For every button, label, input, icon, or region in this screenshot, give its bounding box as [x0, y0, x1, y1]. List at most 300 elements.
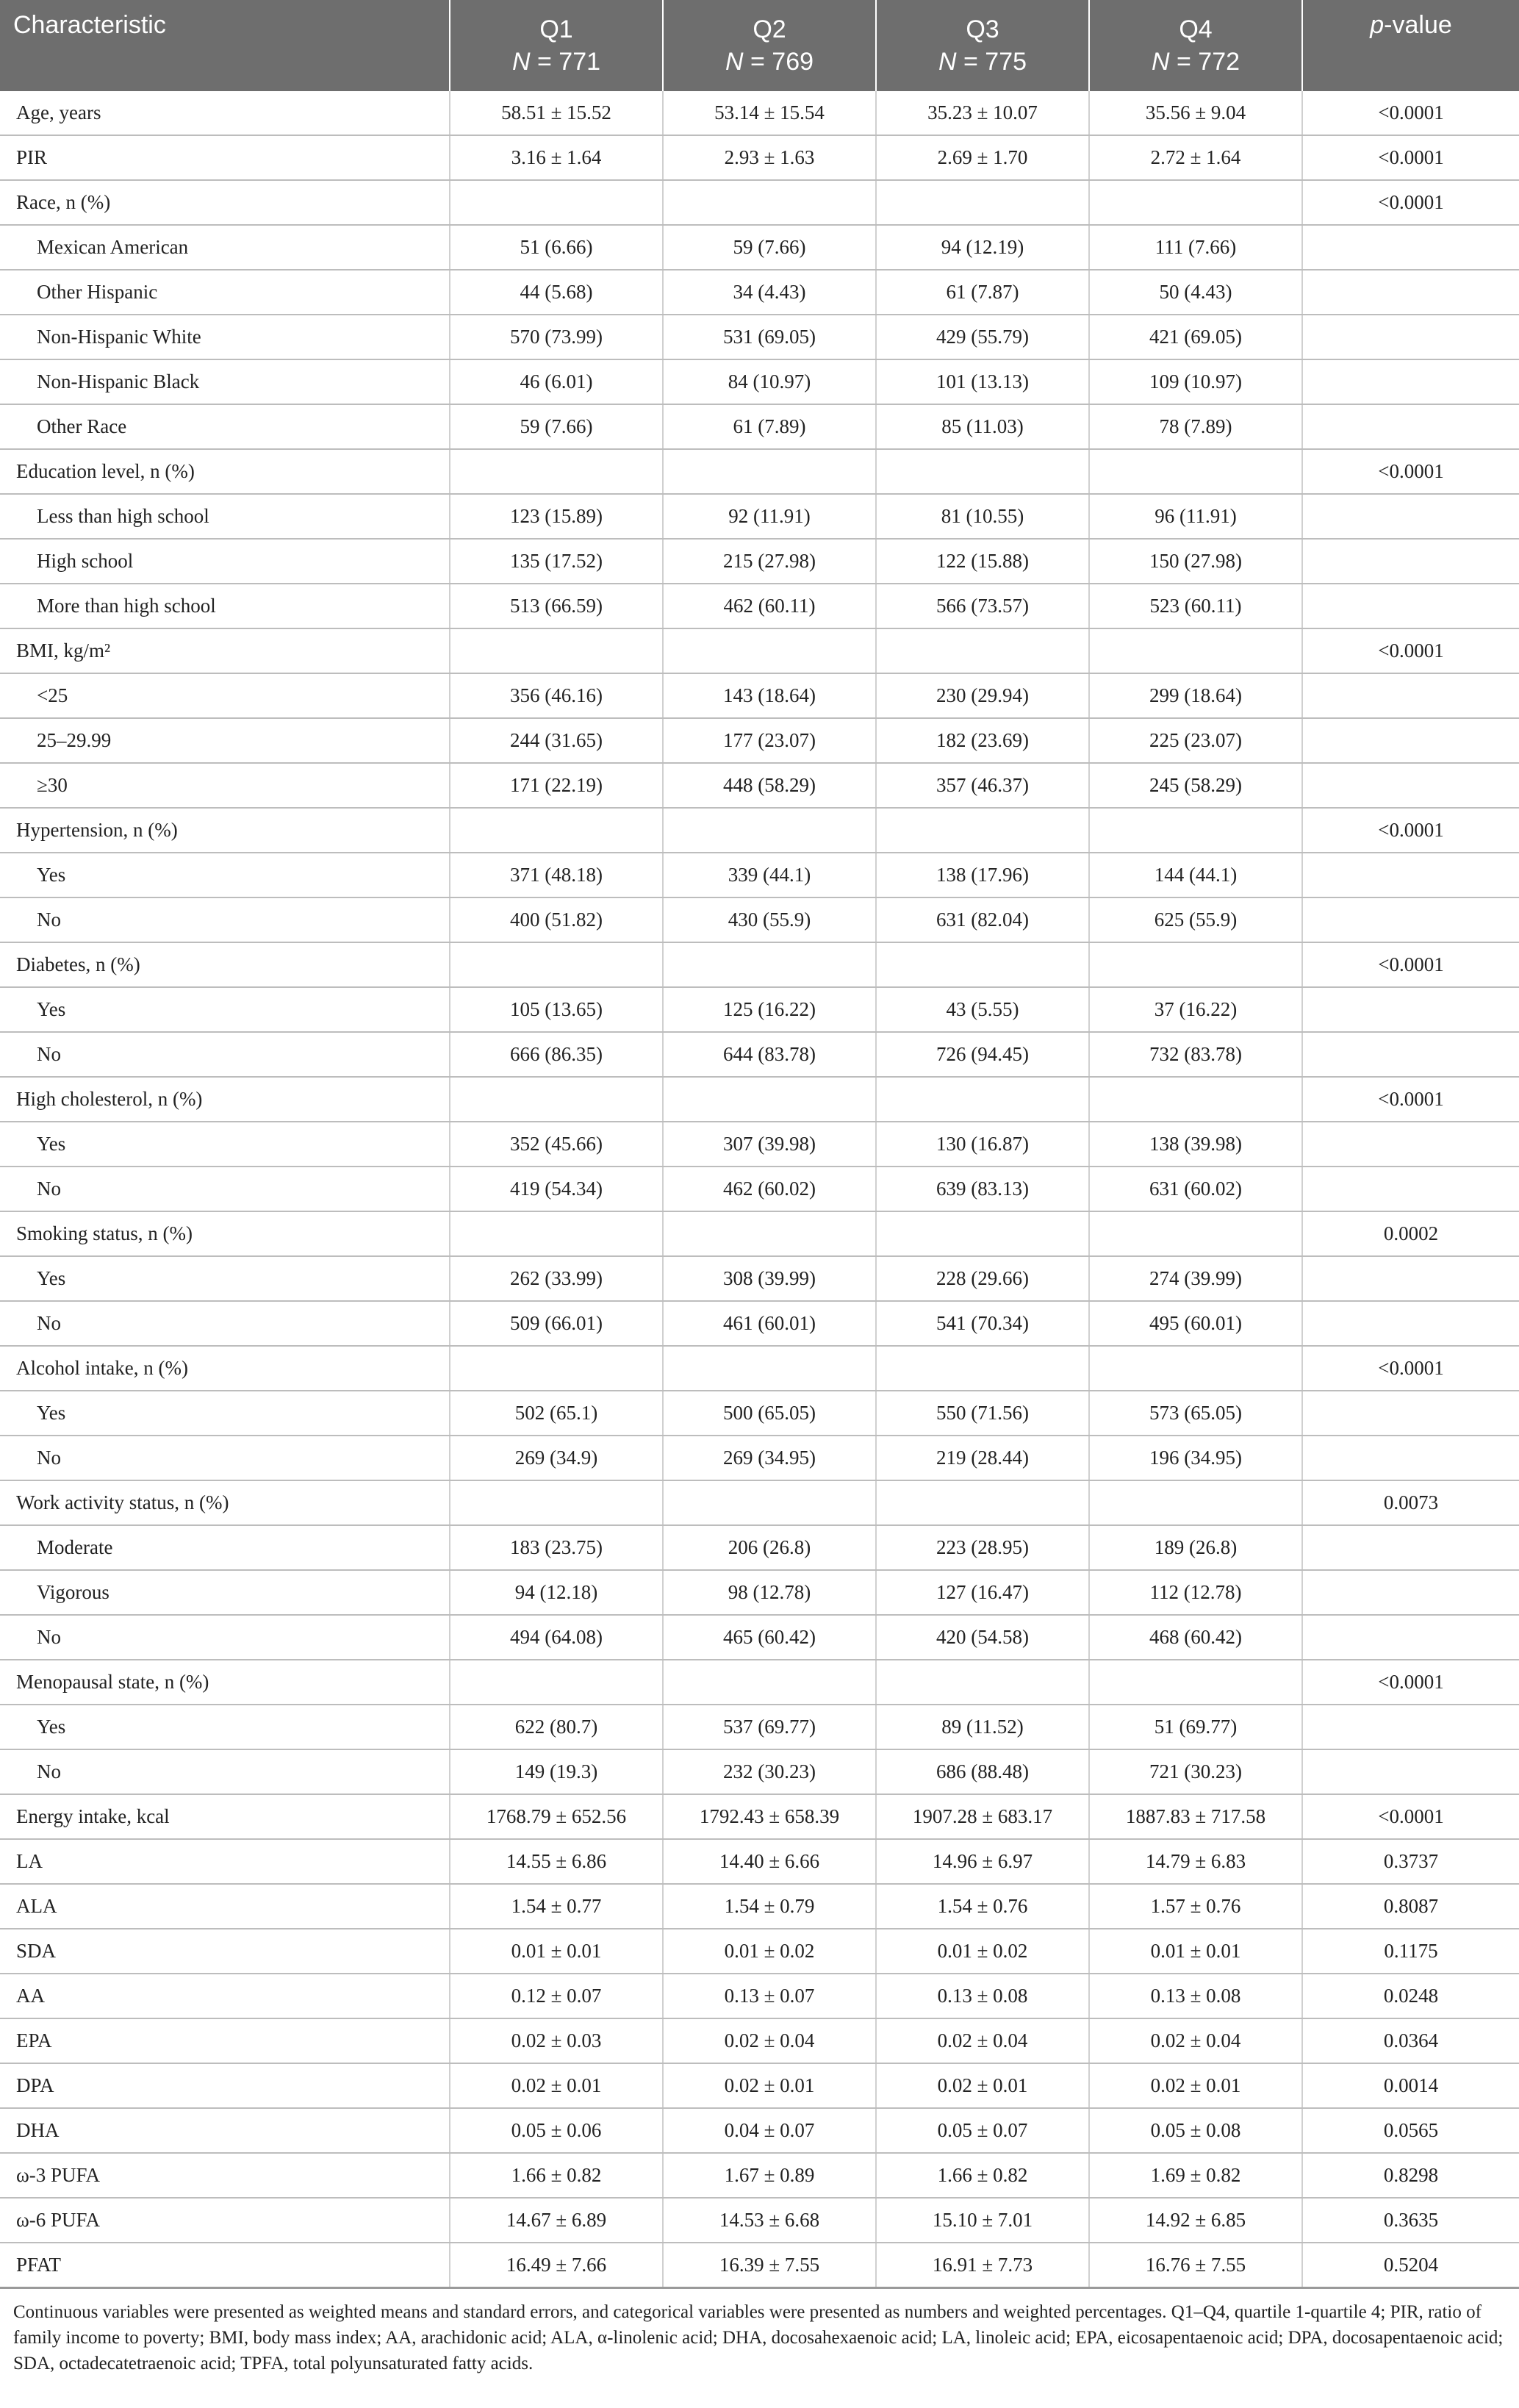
cell-p-value: <0.0001	[1302, 1794, 1519, 1839]
cell-p-value	[1302, 359, 1519, 404]
cell-p-value: <0.0001	[1302, 942, 1519, 987]
table-row	[0, 1705, 1519, 1749]
cell-p-value	[1302, 1749, 1519, 1794]
row-label: LA	[0, 1839, 450, 1884]
cell-q1: 183 (23.75)	[450, 1525, 663, 1570]
table-row	[0, 763, 1519, 808]
table-row	[0, 270, 1519, 315]
table-row	[0, 180, 1519, 225]
row-label: Hypertension, n (%)	[0, 808, 450, 853]
cell-q4: 495 (60.01)	[1089, 1301, 1302, 1346]
table-row	[0, 1301, 1519, 1346]
cell-q3: 0.01 ± 0.02	[876, 1929, 1089, 1974]
cell-q4: 299 (18.64)	[1089, 673, 1302, 718]
row-label: AA	[0, 1974, 450, 2018]
cell-q2: 448 (58.29)	[663, 763, 876, 808]
cell-q4	[1089, 180, 1302, 225]
cell-p-value	[1302, 1122, 1519, 1167]
cell-q2: 59 (7.66)	[663, 225, 876, 270]
cell-q2	[663, 180, 876, 225]
cell-q3	[876, 942, 1089, 987]
cell-q4: 625 (55.9)	[1089, 897, 1302, 942]
cell-q4: 0.05 ± 0.08	[1089, 2108, 1302, 2153]
cell-q3: 127 (16.47)	[876, 1570, 1089, 1615]
cell-q2: 465 (60.42)	[663, 1615, 876, 1660]
row-label: Yes	[0, 1705, 450, 1749]
row-label: Non-Hispanic Black	[0, 359, 450, 404]
cell-q1: 570 (73.99)	[450, 315, 663, 359]
row-label: No	[0, 897, 450, 942]
table-row	[0, 449, 1519, 494]
cell-q1: 3.16 ± 1.64	[450, 135, 663, 180]
cell-q4: 523 (60.11)	[1089, 584, 1302, 628]
cell-q3	[876, 628, 1089, 673]
table-row	[0, 628, 1519, 673]
cell-p-value: 0.8087	[1302, 1884, 1519, 1929]
cell-q1: 51 (6.66)	[450, 225, 663, 270]
cell-q1: 371 (48.18)	[450, 853, 663, 897]
row-label: Yes	[0, 1122, 450, 1167]
cell-q1: 0.12 ± 0.07	[450, 1974, 663, 2018]
cell-p-value: <0.0001	[1302, 449, 1519, 494]
header-characteristic: Characteristic	[0, 0, 450, 91]
table-row	[0, 942, 1519, 987]
cell-q3: 631 (82.04)	[876, 897, 1089, 942]
table-footnote: Continuous variables were presented as weighted means and standard errors, and categorical variables were presented as numbers and weighted percentages. Q1–Q4, quartile 1-quartile 4; PIR, ratio of family income to poverty; BMI, body mass index; AA, arachidonic acid; ALA, α-linolenic acid; DHA, docosahexaenoic acid; LA, linoleic acid; EPA, eicosapentaenoic acid; DPA, docosapentaenoic acid; SDA, octadecatetraenoic acid; TPFA, total polyunsaturated fatty acids.	[13, 2302, 1504, 2373]
cell-q1: 1.66 ± 0.82	[450, 2153, 663, 2198]
cell-p-value: 0.0565	[1302, 2108, 1519, 2153]
cell-q3: 122 (15.88)	[876, 539, 1089, 584]
cell-q1: 58.51 ± 15.52	[450, 91, 663, 135]
cell-q2: 61 (7.89)	[663, 404, 876, 449]
cell-q3: 1.66 ± 0.82	[876, 2153, 1089, 2198]
table-row	[0, 1256, 1519, 1301]
cell-q1: 135 (17.52)	[450, 539, 663, 584]
cell-p-value: <0.0001	[1302, 1346, 1519, 1391]
cell-q3: 541 (70.34)	[876, 1301, 1089, 1346]
cell-q2: 34 (4.43)	[663, 270, 876, 315]
cell-q3: 15.10 ± 7.01	[876, 2198, 1089, 2243]
cell-q2: 1792.43 ± 658.39	[663, 1794, 876, 1839]
cell-q3	[876, 1346, 1089, 1391]
row-label: No	[0, 1436, 450, 1480]
cell-q3: 1.54 ± 0.76	[876, 1884, 1089, 1929]
table-row	[0, 2108, 1519, 2153]
cell-q4: 111 (7.66)	[1089, 225, 1302, 270]
row-label: High school	[0, 539, 450, 584]
cell-p-value: 0.3737	[1302, 1839, 1519, 1884]
cell-q2: 531 (69.05)	[663, 315, 876, 359]
cell-q2: 0.01 ± 0.02	[663, 1929, 876, 1974]
cell-q3: 566 (73.57)	[876, 584, 1089, 628]
cell-q4: 245 (58.29)	[1089, 763, 1302, 808]
cell-q1: 14.67 ± 6.89	[450, 2198, 663, 2243]
cell-q1: 94 (12.18)	[450, 1570, 663, 1615]
row-label: No	[0, 1301, 450, 1346]
cell-p-value	[1302, 853, 1519, 897]
cell-q4: 78 (7.89)	[1089, 404, 1302, 449]
cell-q1: 59 (7.66)	[450, 404, 663, 449]
cell-p-value: <0.0001	[1302, 1660, 1519, 1705]
table-row	[0, 1167, 1519, 1211]
cell-q3: 43 (5.55)	[876, 987, 1089, 1032]
cell-q3: 219 (28.44)	[876, 1436, 1089, 1480]
cell-q2: 14.40 ± 6.66	[663, 1839, 876, 1884]
cell-q1: 0.02 ± 0.01	[450, 2063, 663, 2108]
cell-q1	[450, 1480, 663, 1525]
cell-q1: 356 (46.16)	[450, 673, 663, 718]
cell-q1	[450, 1077, 663, 1122]
cell-p-value	[1302, 1391, 1519, 1436]
cell-q2	[663, 1480, 876, 1525]
cell-q2: 0.02 ± 0.04	[663, 2018, 876, 2063]
cell-q4: 0.02 ± 0.01	[1089, 2063, 1302, 2108]
cell-q2	[663, 942, 876, 987]
header-row	[0, 0, 1519, 91]
cell-q2: 430 (55.9)	[663, 897, 876, 942]
cell-q3: 89 (11.52)	[876, 1705, 1089, 1749]
cell-q1: 105 (13.65)	[450, 987, 663, 1032]
row-label: No	[0, 1615, 450, 1660]
cell-p-value	[1302, 1615, 1519, 1660]
cell-q3	[876, 1077, 1089, 1122]
cell-q2: 53.14 ± 15.54	[663, 91, 876, 135]
table-row	[0, 2063, 1519, 2108]
cell-q2: 206 (26.8)	[663, 1525, 876, 1570]
cell-q1: 149 (19.3)	[450, 1749, 663, 1794]
cell-q4: 35.56 ± 9.04	[1089, 91, 1302, 135]
row-label: 25–29.99	[0, 718, 450, 763]
table-row	[0, 1974, 1519, 2018]
row-label: Other Hispanic	[0, 270, 450, 315]
table-row	[0, 494, 1519, 539]
cell-q3: 420 (54.58)	[876, 1615, 1089, 1660]
cell-q1: 400 (51.82)	[450, 897, 663, 942]
cell-q1	[450, 808, 663, 853]
cell-q2	[663, 1346, 876, 1391]
cell-q1	[450, 180, 663, 225]
row-label: More than high school	[0, 584, 450, 628]
cell-q2: 98 (12.78)	[663, 1570, 876, 1615]
cell-p-value	[1302, 1256, 1519, 1301]
table-row	[0, 1615, 1519, 1660]
cell-p-value: 0.3635	[1302, 2198, 1519, 2243]
cell-q1: 16.49 ± 7.66	[450, 2243, 663, 2288]
table-row	[0, 1436, 1519, 1480]
row-label: SDA	[0, 1929, 450, 1974]
table-row	[0, 1525, 1519, 1570]
row-label: Energy intake, kcal	[0, 1794, 450, 1839]
row-label: Yes	[0, 1391, 450, 1436]
row-label: Yes	[0, 987, 450, 1032]
cell-q2: 339 (44.1)	[663, 853, 876, 897]
cell-q2: 16.39 ± 7.55	[663, 2243, 876, 2288]
cell-p-value	[1302, 987, 1519, 1032]
table-row	[0, 897, 1519, 942]
row-label: BMI, kg/m²	[0, 628, 450, 673]
cell-q2: 0.04 ± 0.07	[663, 2108, 876, 2153]
cell-q3: 85 (11.03)	[876, 404, 1089, 449]
row-label: High cholesterol, n (%)	[0, 1077, 450, 1122]
cell-q3: 2.69 ± 1.70	[876, 135, 1089, 180]
cell-q3: 0.05 ± 0.07	[876, 2108, 1089, 2153]
cell-q1: 622 (80.7)	[450, 1705, 663, 1749]
cell-q1	[450, 1660, 663, 1705]
cell-q2: 92 (11.91)	[663, 494, 876, 539]
cell-q3: 726 (94.45)	[876, 1032, 1089, 1077]
cell-q3	[876, 180, 1089, 225]
cell-q1: 46 (6.01)	[450, 359, 663, 404]
table-row	[0, 1884, 1519, 1929]
table-row	[0, 1391, 1519, 1436]
cell-p-value	[1302, 225, 1519, 270]
table-row	[0, 225, 1519, 270]
row-label: Work activity status, n (%)	[0, 1480, 450, 1525]
cell-p-value	[1302, 1301, 1519, 1346]
cell-q3: 0.02 ± 0.01	[876, 2063, 1089, 2108]
cell-q3: 686 (88.48)	[876, 1749, 1089, 1794]
cell-q3: 101 (13.13)	[876, 359, 1089, 404]
cell-q4	[1089, 1346, 1302, 1391]
cell-q1: 509 (66.01)	[450, 1301, 663, 1346]
cell-p-value: <0.0001	[1302, 1077, 1519, 1122]
cell-q4	[1089, 942, 1302, 987]
cell-q2: 1.54 ± 0.79	[663, 1884, 876, 1929]
row-label: Education level, n (%)	[0, 449, 450, 494]
cell-q2	[663, 449, 876, 494]
cell-q2: 215 (27.98)	[663, 539, 876, 584]
table-row	[0, 1346, 1519, 1391]
cell-q1: 666 (86.35)	[450, 1032, 663, 1077]
cell-p-value	[1302, 1705, 1519, 1749]
cell-p-value: <0.0001	[1302, 91, 1519, 135]
table-row	[0, 539, 1519, 584]
cell-p-value	[1302, 1525, 1519, 1570]
row-label: PFAT	[0, 2243, 450, 2288]
cell-p-value	[1302, 1032, 1519, 1077]
table-row	[0, 91, 1519, 135]
cell-p-value: 0.0248	[1302, 1974, 1519, 2018]
cell-q2: 500 (65.05)	[663, 1391, 876, 1436]
cell-q2: 644 (83.78)	[663, 1032, 876, 1077]
cell-q2	[663, 808, 876, 853]
cell-q2	[663, 628, 876, 673]
cell-q4	[1089, 1211, 1302, 1256]
cell-q1: 419 (54.34)	[450, 1167, 663, 1211]
cell-q4: 112 (12.78)	[1089, 1570, 1302, 1615]
row-label: No	[0, 1749, 450, 1794]
cell-q1: 269 (34.9)	[450, 1436, 663, 1480]
cell-q3	[876, 808, 1089, 853]
table-row	[0, 2243, 1519, 2288]
cell-q4: 0.13 ± 0.08	[1089, 1974, 1302, 2018]
cell-q1	[450, 449, 663, 494]
table-row	[0, 673, 1519, 718]
cell-q4: 721 (30.23)	[1089, 1749, 1302, 1794]
table-row	[0, 1794, 1519, 1839]
cell-q4: 50 (4.43)	[1089, 270, 1302, 315]
cell-q4: 732 (83.78)	[1089, 1032, 1302, 1077]
cell-q1: 352 (45.66)	[450, 1122, 663, 1167]
table-row	[0, 853, 1519, 897]
table-row	[0, 718, 1519, 763]
table-row	[0, 1749, 1519, 1794]
table-row	[0, 1211, 1519, 1256]
cell-q3: 357 (46.37)	[876, 763, 1089, 808]
cell-q3: 0.13 ± 0.08	[876, 1974, 1089, 2018]
table-header	[0, 0, 1519, 91]
cell-q4: 189 (26.8)	[1089, 1525, 1302, 1570]
cell-q3: 0.02 ± 0.04	[876, 2018, 1089, 2063]
cell-q2: 462 (60.11)	[663, 584, 876, 628]
table-row	[0, 315, 1519, 359]
cell-q1	[450, 1346, 663, 1391]
cell-p-value	[1302, 270, 1519, 315]
cell-p-value: 0.0073	[1302, 1480, 1519, 1525]
cell-q4: 631 (60.02)	[1089, 1167, 1302, 1211]
row-label: <25	[0, 673, 450, 718]
cell-q4: 96 (11.91)	[1089, 494, 1302, 539]
table-row	[0, 1929, 1519, 1974]
row-label: ω-3 PUFA	[0, 2153, 450, 2198]
cell-q1: 262 (33.99)	[450, 1256, 663, 1301]
cell-q4: 0.02 ± 0.04	[1089, 2018, 1302, 2063]
row-label: EPA	[0, 2018, 450, 2063]
row-label: Other Race	[0, 404, 450, 449]
cell-q4: 37 (16.22)	[1089, 987, 1302, 1032]
table-row	[0, 1480, 1519, 1525]
cell-q1: 0.01 ± 0.01	[450, 1929, 663, 1974]
cell-p-value	[1302, 539, 1519, 584]
cell-q1: 502 (65.1)	[450, 1391, 663, 1436]
cell-p-value	[1302, 1570, 1519, 1615]
cell-q2: 143 (18.64)	[663, 673, 876, 718]
table-row	[0, 1839, 1519, 1884]
cell-p-value: 0.0364	[1302, 2018, 1519, 2063]
cell-q4: 421 (69.05)	[1089, 315, 1302, 359]
cell-q3: 550 (71.56)	[876, 1391, 1089, 1436]
row-label: Non-Hispanic White	[0, 315, 450, 359]
cell-q4: 573 (65.05)	[1089, 1391, 1302, 1436]
row-label: Alcohol intake, n (%)	[0, 1346, 450, 1391]
cell-q4	[1089, 628, 1302, 673]
cell-p-value	[1302, 763, 1519, 808]
row-label: Diabetes, n (%)	[0, 942, 450, 987]
cell-q3: 230 (29.94)	[876, 673, 1089, 718]
cell-p-value	[1302, 1436, 1519, 1480]
cell-q2: 537 (69.77)	[663, 1705, 876, 1749]
cell-q1: 44 (5.68)	[450, 270, 663, 315]
cell-q4: 1887.83 ± 717.58	[1089, 1794, 1302, 1839]
cell-q4: 150 (27.98)	[1089, 539, 1302, 584]
table-row	[0, 2153, 1519, 2198]
row-label: DHA	[0, 2108, 450, 2153]
row-label: ALA	[0, 1884, 450, 1929]
cell-q3: 228 (29.66)	[876, 1256, 1089, 1301]
cell-q2: 462 (60.02)	[663, 1167, 876, 1211]
cell-q3: 35.23 ± 10.07	[876, 91, 1089, 135]
cell-q4: 109 (10.97)	[1089, 359, 1302, 404]
cell-q3: 182 (23.69)	[876, 718, 1089, 763]
row-label: PIR	[0, 135, 450, 180]
cell-q2: 308 (39.99)	[663, 1256, 876, 1301]
cell-q2: 269 (34.95)	[663, 1436, 876, 1480]
cell-q2: 14.53 ± 6.68	[663, 2198, 876, 2243]
cell-q1: 1768.79 ± 652.56	[450, 1794, 663, 1839]
cell-q2: 0.13 ± 0.07	[663, 1974, 876, 2018]
cell-q2: 461 (60.01)	[663, 1301, 876, 1346]
cell-p-value: 0.0002	[1302, 1211, 1519, 1256]
cell-q4: 274 (39.99)	[1089, 1256, 1302, 1301]
cell-p-value	[1302, 718, 1519, 763]
cell-p-value: 0.8298	[1302, 2153, 1519, 2198]
row-label: Moderate	[0, 1525, 450, 1570]
cell-q2: 2.93 ± 1.63	[663, 135, 876, 180]
table-row	[0, 987, 1519, 1032]
cell-p-value	[1302, 897, 1519, 942]
table-row	[0, 1660, 1519, 1705]
header-q2: Q2 N = 769	[663, 0, 876, 91]
table-row	[0, 2018, 1519, 2063]
cell-p-value	[1302, 1167, 1519, 1211]
row-label: ω-6 PUFA	[0, 2198, 450, 2243]
row-label: Yes	[0, 853, 450, 897]
cell-q2	[663, 1660, 876, 1705]
cell-q1: 244 (31.65)	[450, 718, 663, 763]
row-label: Mexican American	[0, 225, 450, 270]
cell-q1: 14.55 ± 6.86	[450, 1839, 663, 1884]
cell-q4: 0.01 ± 0.01	[1089, 1929, 1302, 1974]
cell-p-value: 0.5204	[1302, 2243, 1519, 2288]
cell-q4: 1.57 ± 0.76	[1089, 1884, 1302, 1929]
cell-q2: 307 (39.98)	[663, 1122, 876, 1167]
cell-q4	[1089, 808, 1302, 853]
cell-q2: 125 (16.22)	[663, 987, 876, 1032]
cell-q2: 232 (30.23)	[663, 1749, 876, 1794]
cell-q3: 16.91 ± 7.73	[876, 2243, 1089, 2288]
cell-q3: 639 (83.13)	[876, 1167, 1089, 1211]
header-q4: Q4 N = 772	[1089, 0, 1302, 91]
cell-q4	[1089, 1480, 1302, 1525]
cell-q1: 494 (64.08)	[450, 1615, 663, 1660]
table-row	[0, 808, 1519, 853]
row-label: ≥30	[0, 763, 450, 808]
cell-p-value	[1302, 315, 1519, 359]
cell-q3	[876, 1211, 1089, 1256]
cell-q4: 196 (34.95)	[1089, 1436, 1302, 1480]
cell-q3	[876, 1480, 1089, 1525]
cell-q1: 513 (66.59)	[450, 584, 663, 628]
cell-q1	[450, 942, 663, 987]
row-label: Less than high school	[0, 494, 450, 539]
cell-p-value: 0.0014	[1302, 2063, 1519, 2108]
cell-q4: 468 (60.42)	[1089, 1615, 1302, 1660]
cell-p-value: <0.0001	[1302, 180, 1519, 225]
cell-p-value: <0.0001	[1302, 808, 1519, 853]
row-label: Age, years	[0, 91, 450, 135]
cell-p-value: <0.0001	[1302, 628, 1519, 673]
cell-q1: 171 (22.19)	[450, 763, 663, 808]
cell-q3: 138 (17.96)	[876, 853, 1089, 897]
cell-q1	[450, 1211, 663, 1256]
cell-q4	[1089, 1077, 1302, 1122]
row-label: No	[0, 1032, 450, 1077]
cell-q3: 94 (12.19)	[876, 225, 1089, 270]
cell-p-value: <0.0001	[1302, 135, 1519, 180]
cell-q3: 223 (28.95)	[876, 1525, 1089, 1570]
cell-q4	[1089, 449, 1302, 494]
cell-q4	[1089, 1660, 1302, 1705]
